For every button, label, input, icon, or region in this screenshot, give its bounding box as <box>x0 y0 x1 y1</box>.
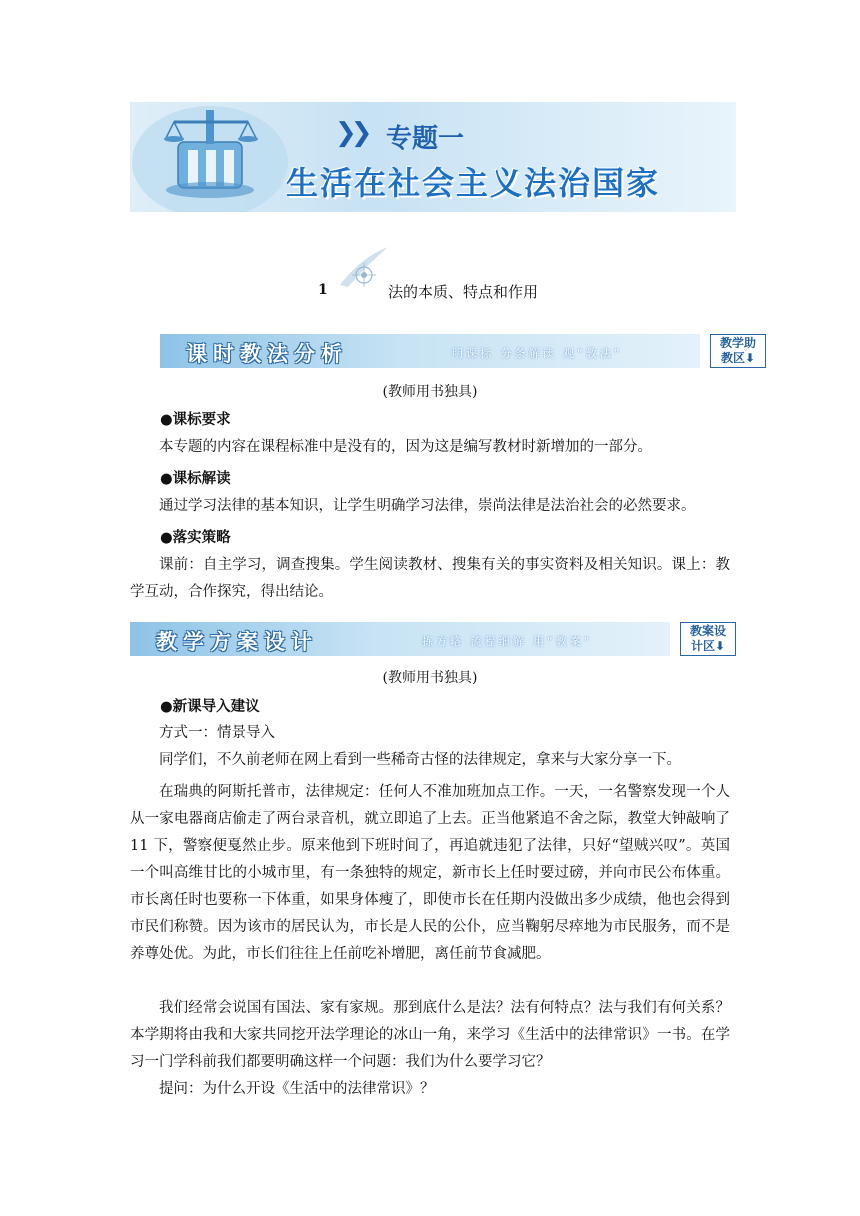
intro-paragraph-2: 在瑞典的阿斯托普市，法律规定：任何人不准加班加点工作。一天，一名警察发现一个人从一家电器商店偷走了两台录音机，就立即追了上去。正当他紧追不舍之际，教堂大钟敲响了 11 下，警察便戛然止步。原来他到下班时间了，再追就违犯了法律，只好“望贼兴叹”。英国一个叫高维甘比的小城市里，有一条独特的规定，新市长上任时要过磅，并向市民公布体重。市长离任时也要称一下体重，如果身体瘦了，即使市长在任期内没做出多少成绩，他也会得到市民们称赞。因为该市的居民认为，市长是人民的公仆，应当鞠躬尽瘁地为市民服务，而不是养尊处优。为此，市长们往往上任前吃补增肥，离任前节食减肥。 <box>130 784 730 962</box>
arrow-down-icon: ⬇ <box>744 351 756 365</box>
topic-title: 生活在社会主义法治国家 <box>286 164 661 202</box>
lesson-title: 法的本质、特点和作用 <box>388 283 539 301</box>
intro-paragraph-1: 同学们，不久前老师在网上看到一些稀奇古怪的法律规定，拿来与大家分享一下。 <box>159 752 681 768</box>
lesson-design-tag: 教案设 计区⬇ <box>680 622 736 656</box>
section-header-lesson-design <box>130 622 670 656</box>
justice-scale-illustration <box>130 102 300 212</box>
section-header-teaching-analysis <box>160 334 700 368</box>
paragraph-implementation-strategy: 课前：自主学习，调查搜集。学生阅读教材、搜集有关的事实资料及相关知识。课上：教学互动，合作探究，得出结论。 <box>130 557 730 600</box>
section-subtitle: 明课标 分条解读 观“教法” <box>452 347 623 360</box>
intro-paragraph-3: 我们经常会说国有国法、家有家规。那到底什么是法？法有何特点？法与我们有何关系？本学期将由我和大家共同挖开法学理论的冰山一角，来学习《生活中的法律常识》一书。在学习一门学科前我们都要明确这样一个问题：我们为什么要学习它？ <box>130 1000 730 1070</box>
teaching-aid-tag: 教学助 教区⬇ <box>710 334 766 368</box>
intro-method: 方式一：情景导入 <box>159 725 275 741</box>
topic-subtitle: 专题一 <box>386 124 465 154</box>
lesson-number: 1 <box>318 282 328 298</box>
heading-curriculum-interpretation: ●课标解读 <box>160 471 231 487</box>
heading-implementation-strategy: ●落实策略 <box>160 530 231 546</box>
paragraph-curriculum-interpretation: 通过学习法律的基本知识，让学生明确学习法律，崇尚法律是法治社会的必然要求。 <box>159 498 696 514</box>
heading-intro-suggestion: ●新课导入建议 <box>160 699 260 715</box>
paragraph-curriculum-requirements: 本专题的内容在课程标准中是没有的，因为这是编写教材时新增加的一部分。 <box>159 439 652 455</box>
teacher-only-note: (教师用书独具) <box>382 384 478 400</box>
intro-question: 提问：为什么开设《生活中的法律常识》？ <box>159 1081 435 1097</box>
section-title: 教学方案设计 <box>156 630 318 654</box>
chevron-right-icon: ❯❯ <box>335 118 367 148</box>
heading-curriculum-requirements: ●课标要求 <box>160 412 231 428</box>
arrow-down-icon: ⬇ <box>714 639 726 653</box>
section-subtitle: 拣方略 流程细解 用“教案” <box>422 635 593 648</box>
section-title: 课时教法分析 <box>186 342 348 366</box>
topic-banner <box>130 102 736 212</box>
teacher-only-note: (教师用书独具) <box>382 670 478 686</box>
target-swoosh-icon <box>338 245 390 289</box>
